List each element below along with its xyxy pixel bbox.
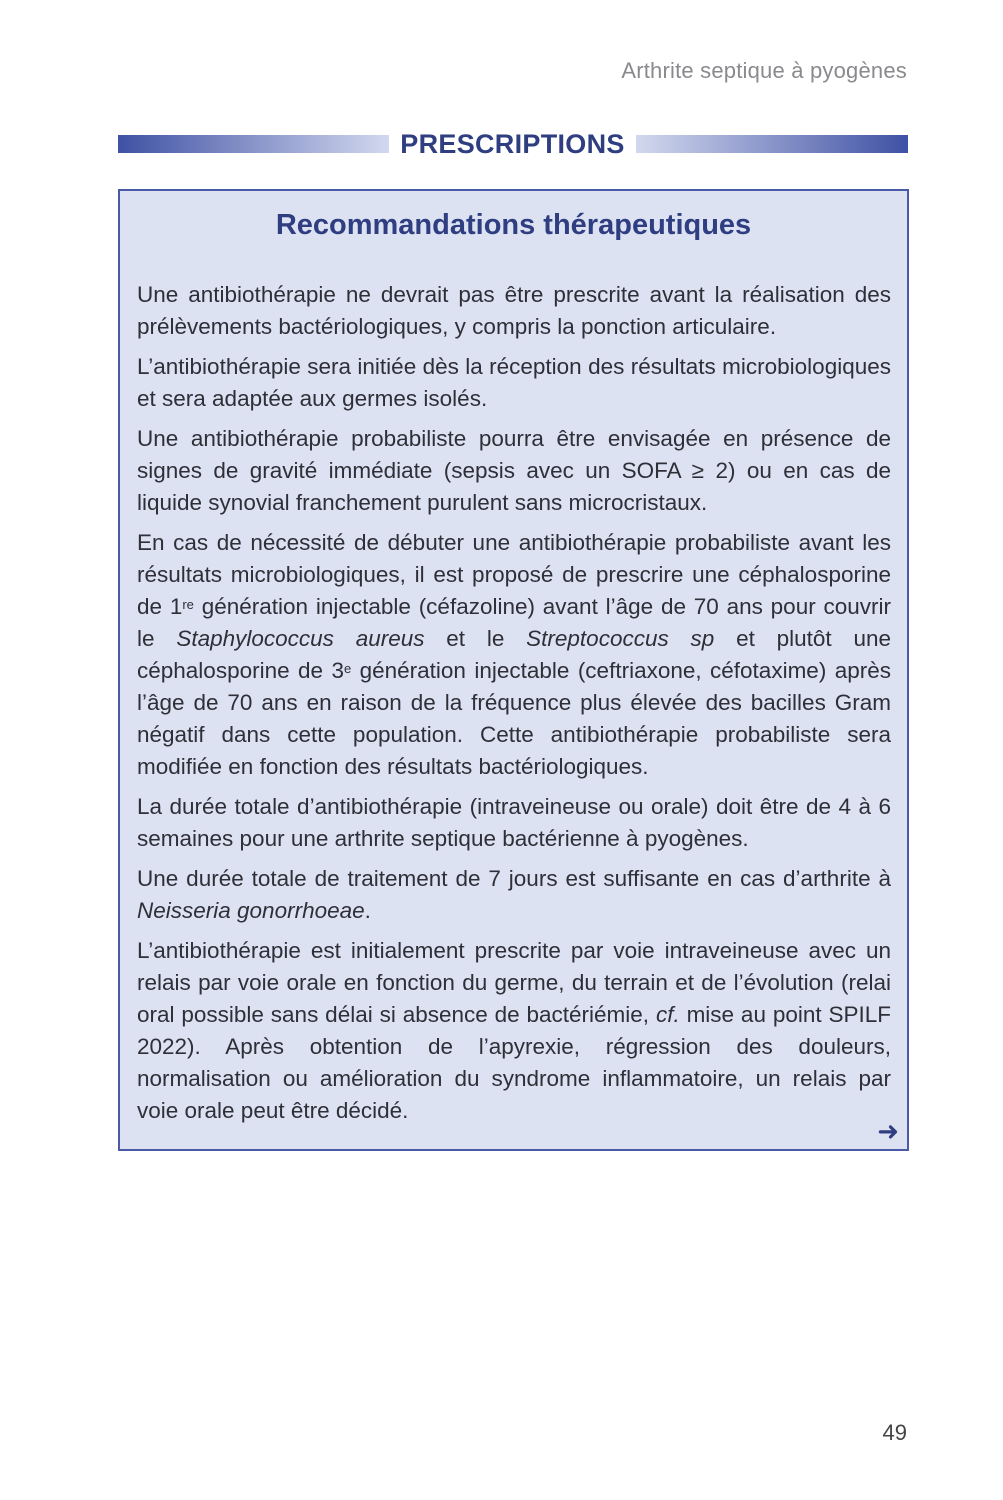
section-title: PRESCRIPTIONS: [400, 129, 625, 159]
p7-text-b: mise au point SPILF 2022). Après obtention de l’apyrexie, régression des douleurs, normalisation ou amélioration du syndrome inflammatoire, un relais par voie orale peut être décidé.: [137, 1002, 891, 1123]
banner-bar-left: [118, 135, 389, 153]
p7-text-a: L’antibiothérapie est initialement prescrite par voie intraveineuse avec un relais par voie orale en fonction du germe, du terrain et de l’évolution (relai oral possible sans délai si absence de bactériémie,: [137, 938, 891, 1027]
p4-text-b: génération injectable (céfazoline) avant l’âge de 70 ans pour couvrir le: [137, 594, 892, 651]
continue-arrow-icon: ➜: [877, 1116, 899, 1146]
paragraph-5: La durée totale d’antibiothérapie (intraveineuse ou orale) doit être de 4 à 6 semaines pour une arthrite septique bactérienne à pyogènes.: [137, 794, 891, 851]
running-title: Arthrite septique à pyogènes: [621, 58, 907, 83]
p4-text-c: et le: [424, 626, 527, 651]
section-banner: [118, 128, 908, 160]
p6-text-b: .: [364, 898, 371, 923]
banner-bar-right: [636, 135, 908, 153]
p6-text-a: Une durée totale de traitement de 7 jours est suffisante en cas d’arthrite à: [137, 866, 891, 891]
p4-species-1: Staphylococcus aureus: [176, 626, 425, 651]
p4-text-a: En cas de nécessité de débuter une antibiothérapie probabiliste avant les résultats microbiologiques, il est proposé de prescrire une céphalosporine de 1: [137, 530, 891, 619]
box-title: Recommandations thérapeutiques: [275, 209, 752, 241]
paragraph-6: [137, 863, 891, 927]
paragraph-7: [137, 935, 891, 1127]
p4-species-2: Streptococcus sp: [526, 626, 715, 651]
paragraph-1: Une antibiothérapie ne devrait pas être prescrite avant la réalisation des prélèvements bactériologiques, y compris la ponction articulaire.: [137, 282, 891, 339]
p4-text-e: génération injectable (ceftriaxone, céfotaxime) après l’âge de 70 ans en raison de la fréquence plus élevée des bacilles Gram négatif dans cette population. Cette antibiothérapie probabiliste sera modifiée en fonction des résultats bactériologiques.: [137, 658, 891, 779]
paragraph-2: L’antibiothérapie sera initiée dès la réception des résultats microbiologiques et sera adaptée aux germes isolés.: [137, 354, 891, 411]
p7-cf: cf.: [655, 1002, 680, 1027]
p6-species: Neisseria gonorrhoeae: [137, 898, 365, 923]
paragraph-4: [137, 527, 891, 783]
p4-sup-1: re: [182, 597, 194, 612]
p4-text-d: et plutôt une céphalosporine de 3: [137, 626, 892, 683]
p4-sup-2: e: [343, 661, 352, 676]
page-number: 49: [882, 1420, 907, 1445]
recommendations-box: [118, 189, 909, 1151]
paragraph-3: Une antibiothérapie probabiliste pourra être envisagée en présence de signes de gravité immédiate (sepsis avec un SOFA ≥ 2) ou en cas de liquide synovial franchement purulent sans microcristaux.: [137, 426, 891, 515]
box-body: [137, 279, 891, 1135]
